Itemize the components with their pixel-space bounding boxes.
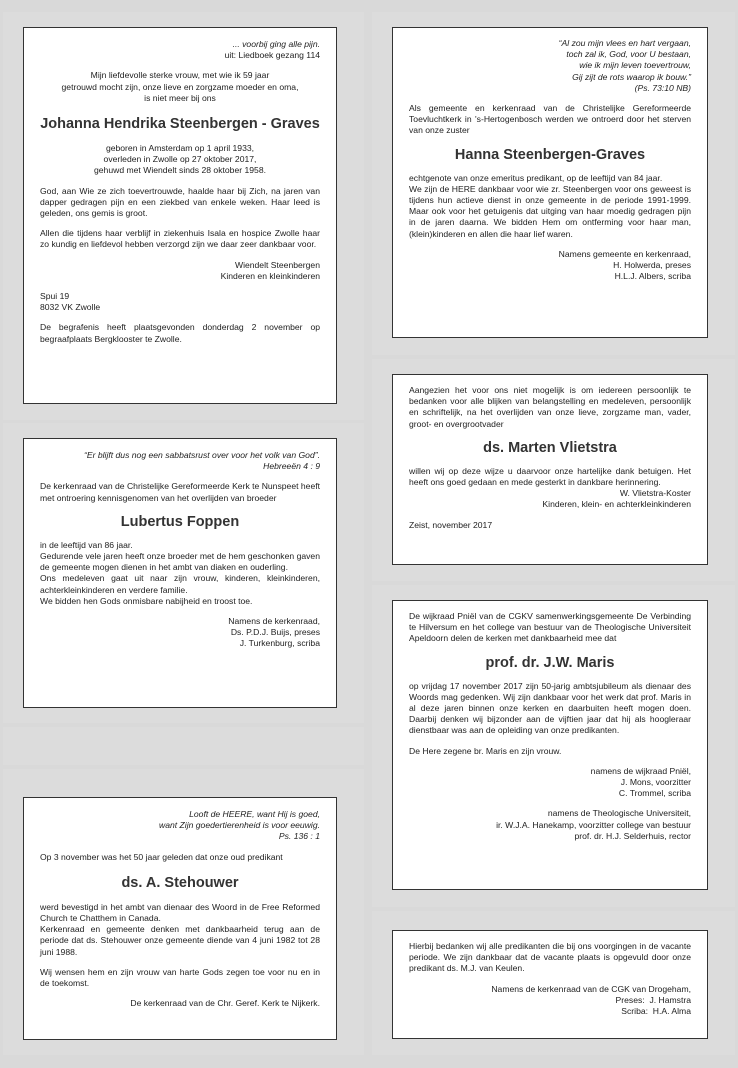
ad2-quote: “Er blijft dus nog een sabbatsrust over voor het volk van God”. Hebreeën 4 : 9 — [84, 450, 320, 472]
ad4-body: echtgenote van onze emeritus predikant, op de leeftijd van 84 jaar. We zijn de HERE dankbaar voor wie zr. Steenbergen voor ons geweest is tijdens hun actieve dienst in onze gemeente in de periode 1991-1999. Maar ook voor het getuigenis dat uitging van haar moedig gedragen pijn in de jaren daarna. We bidden Hem om ontferming voor haar man, (klein)kinderen en allen die haar lief waren. — [409, 172, 691, 239]
ad2-signature: Namens de kerkenraad, Ds. P.D.J. Buijs, preses J. Turkenburg, scriba — [228, 616, 320, 649]
ad3-signature: De kerkenraad van de Chr. Geref. Kerk te Nijkerk. — [130, 998, 320, 1009]
ad4-deceased-name: Hanna Steenbergen-Graves — [454, 146, 646, 163]
ad3-minister-name: ds. A. Stehouwer — [121, 874, 239, 891]
ad1-funeral-note: De begrafenis heeft plaatsgevonden donderdag 2 november op begraafplaats Bergklooster te Zwolle. — [40, 322, 320, 344]
ad3-wish: Wij wensen hem en zijn vrouw van harte Gods zegen toe voor nu en in de toekomst. — [40, 966, 320, 989]
thanks-vlietstra — [392, 374, 708, 565]
ad1-paragraph-2: Allen die tijdens haar verblijf in ziekenhuis Isala en hospice Zwolle haar zo kundig en liefdevol hebben verzorgd zijn we daar zeer dankbaar voor. — [40, 228, 320, 250]
ad5-place-date: Zeist, november 2017 — [409, 519, 493, 530]
ad5-body: willen wij op deze wijze u daarvoor onze hartelijke dank betuigen. Het heeft ons goed gedaan en mede gesterkt in dankbare herinnering. — [409, 465, 691, 488]
jubilee-stehouwer — [23, 797, 337, 1040]
ad6-signature-university: namens de Theologische Universiteit, ir. W.J.A. Hanekamp, voorzitter college van bestuur prof. dr. H.J. Selderhuis, rector — [496, 808, 691, 841]
obituary-steenbergen-family — [23, 27, 337, 404]
ad6-blessing: De Here zegene br. Maris en zijn vrouw. — [409, 745, 562, 756]
ad5-intro: Aangezien het voor ons niet mogelijk is om iedereen persoonlijk te bedanken voor alle blijken van belangstelling en medeleven, persoonlijk en schriftelijk, na het overlijden van onze lieve, zorgzame man, vader, groot- en overgrootvader — [409, 385, 691, 429]
obituary-hanna-steenbergen — [392, 27, 708, 338]
cell-left-3 — [3, 727, 364, 765]
ad1-signature: Wiendelt Steenbergen Kinderen en kleinkinderen — [220, 259, 320, 281]
ad7-signature: Namens de kerkenraad van de CGK van Drogeham, Preses: J. Hamstra Scriba: H.A. Alma — [491, 983, 691, 1017]
ad1-paragraph-1: God, aan Wie ze zich toevertrouwde, haalde haar bij Zich, na jaren van dapper gedragen pijn en een ziekbed van enkele weken. Haar leed is geleden, ons gemis is groot. — [40, 185, 320, 219]
ad7-body: Hierbij bedanken wij alle predikanten die bij ons voorgingen in de vacante periode. We zijn dankbaar dat de vacante plaats is opgevuld door onze predikant ds. M.J. van Keulen. — [409, 941, 691, 974]
ad3-intro: Op 3 november was het 50 jaar geleden dat onze oud predikant — [40, 851, 283, 862]
ad2-body: in de leeftijd van 86 jaar. Gedurende vele jaren heeft onze broeder met de hem geschonken gaven de gemeente mogen dienen in het ambt van diaken en ouderling. Ons medeleven gaat uit naar zijn vrouw, kinderen, kleinkinderen, achterkleinkinderen en verdere familie. We bidden hen Gods onmisbare nabijheid en troost toe. — [40, 539, 320, 606]
ad1-intro: Mijn liefdevolle sterke vrouw, met wie ik 59 jaar getrouwd mocht zijn, onze lieve en zorgzame moeder en oma, is niet meer bij ons — [61, 70, 299, 103]
ad1-quote: ... voorbij ging alle pijn. uit: Liedboek gezang 114 — [224, 39, 320, 61]
ad6-body: op vrijdag 17 november 2017 zijn 50-jarig ambtsjubileum als dienaar des Woords mag gedenken. Wij zijn dankbaar voor het werk dat prof. Maris in al deze jaren binnen onze kerken en daarbuiten heeft mogen doen. Daarbij denken wij bijzonder aan de vijftien jaar dat hij als hoogleraar dienstbaar was aan de opleiding van onze predikanten. — [409, 680, 691, 736]
thanks-drogeham — [392, 930, 708, 1039]
ad4-intro: Als gemeente en kerkenraad van de Christelijke Gereformeerde Toevluchtkerk in 's-Hertogenbosch werden we ontroerd door het sterven van onze zuster — [409, 103, 691, 136]
ad1-address: Spui 19 8032 VK Zwolle — [40, 291, 101, 313]
jubilee-maris — [392, 600, 708, 890]
ad6-professor-name: prof. dr. J.W. Maris — [485, 654, 615, 671]
ad2-intro: De kerkenraad van de Christelijke Gereformeerde Kerk te Nunspeet heeft met ontroering kennisgenomen van het overlijden van broeder — [40, 481, 320, 503]
ad1-deceased-name: Johanna Hendrika Steenbergen - Graves — [40, 116, 320, 133]
obituary-foppen — [23, 438, 337, 708]
ad4-quote: “Al zou mijn vlees en hart vergaan, toch zal ik, God, voor U bestaan, wie ik mijn leven toevertrouw, Gij zijt de rots waarop ik bouw.” (Ps. 73:10 NB) — [558, 38, 691, 93]
ad6-signature-wijkraad: namens de wijkraad Pniël, J. Mons, voorzitter C. Trommel, scriba — [590, 765, 691, 799]
ad3-body: werd bevestigd in het ambt van dienaar des Woord in de Free Reformed Church te Chatthem in Canada. Kerkenraad en gemeente denken met dankbaarheid terug aan de periode dat ds. Stehouwer onze gemeente diende van 4 juni 1982 tot 28 juni 1988. — [40, 901, 320, 957]
ad5-signature: W. Vlietstra-Koster Kinderen, klein- en achterkleinkinderen — [542, 488, 691, 510]
ad1-dates: geboren in Amsterdam op 1 april 1933, overleden in Zwolle op 27 oktober 2017, gehuwd met Wiendelt sinds 28 oktober 1958. — [94, 143, 266, 176]
ad6-intro: De wijkraad Pniël van de CGKV samenwerkingsgemeente De Verbinding te Hilversum en het college van bestuur van de Theologische Universiteit Apeldoorn delen de kerken met dankbaarheid mee dat — [409, 611, 691, 644]
ad2-deceased-name: Lubertus Foppen — [120, 513, 240, 530]
ad3-quote: Looft de HEERE, want Hij is goed, want Zijn goedertierenheid is voor eeuwig. Ps. 136 : 1 — [159, 809, 320, 842]
ad5-deceased-name: ds. Marten Vlietstra — [483, 439, 617, 456]
ad4-signature: Namens gemeente en kerkenraad, H. Holwerda, preses H.L.J. Albers, scriba — [558, 248, 691, 282]
